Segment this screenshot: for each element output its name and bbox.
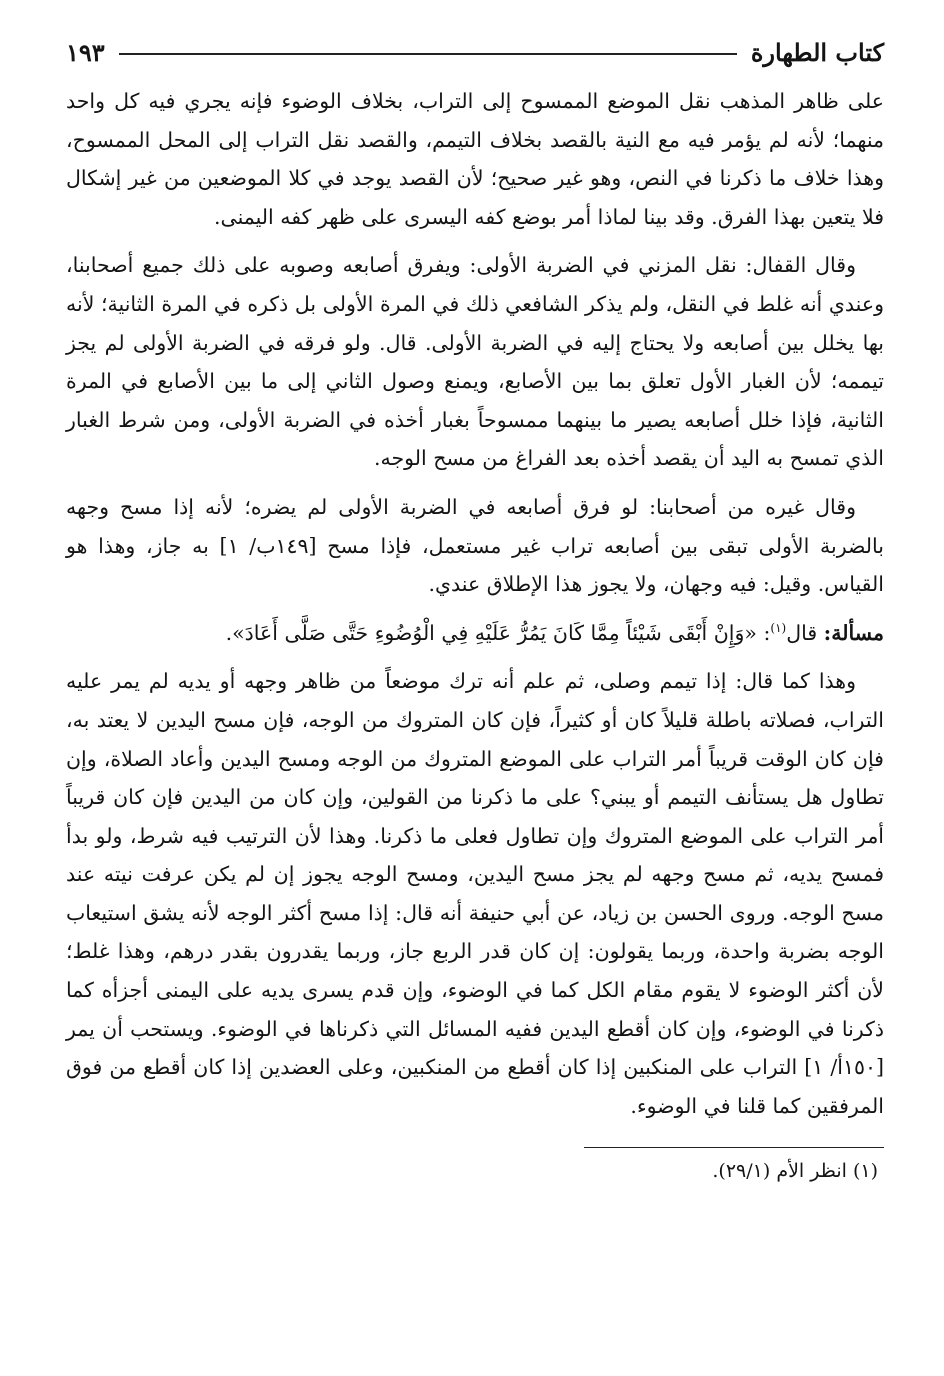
paragraph: على ظاهر المذهب نقل الموضع الممسوح إلى التراب، بخلاف الوضوء فإنه يجري فيه كل واحد منهما؛ لأنه لم يؤمر فيه مع النية بالقصد بخلاف التيمم، والقصد نقل التراب إلى المحل الممسوح، وهذا خلاف ما ذكرنا في النص، وهو غير صحيح؛ لأن القصد يوجد في كلا الموضعين من غير إشكال فلا يتعين بهذا الفرق. وقد بينا لماذا أمر بوضع كفه اليسرى على ظهر كفه اليمنى. (66, 89, 884, 229)
footnote-marker: (١) (770, 620, 787, 635)
footnote-number: (١) (852, 1160, 878, 1183)
paragraph: وقال القفال: نقل المزني في الضربة الأولى: ويفرق أصابعه وصوبه على ذلك جميع أصحابنا، وعندي أنه غلط في النقل، ولم يذكر الشافعي ذلك في المرة الأولى بل ذكره في المرة الثانية؛ لأنه بها يخلل بين أصابعه ولا يحتاج إليه في الضربة الأولى. قال. ولو فرقه في الضربة الأولى لم يجز تيممه؛ لأن الغبار الأول تعلق بما بين الأصابع، ويمنع وصول الثاني إلى ما بين الأصابع في المرة الثانية، فإذا خلل أصابعه يصير ما بينهما ممسوحاً بغبار أخذه في الضربة الأولى، ومن شرط الغبار الذي تمسح به اليد أن يقصد أخذه بعد الفراغ من مسح الوجه. (66, 253, 884, 471)
paragraph: وهذا كما قال: إذا تيمم وصلى، ثم علم أنه ترك موضعاً من ظاهر وجهه أو يديه لم يمر عليه التراب، فصلاته باطلة قليلاً كان أو كثيراً، فإن كان المتروك من الوجه، فإن مسح اليدين لا يعتد به، فإن كان الوقت قريباً أمر التراب على الموضع المتروك من الوجه ومسح اليدين وأعاد الصلاة، وإن تطاول هل يستأنف التيمم أو يبني؟ على ما ذكرنا من القولين، وإن كان من اليدين فإن كان قريباً أمر التراب على الموضع المتروك وإن تطاول فعلى ما ذكرنا. وهذا لأن الترتيب فيه شرط، ولو بدأ فمسح يديه، ثم مسح وجهه لم يجز مسح اليدين، ومسح الوجه يجوز إن لم يكن عرفت نيته عند مسح الوجه. وروى الحسن بن زياد، عن أبي حنيفة أنه قال: إذا مسح أكثر الوجه لأنه يشق استيعاب الوجه بضربة واحدة، وربما يقولون: إن كان قدر الربع جاز، وربما يقدرون بقدر درهم، وهذا غلط؛ لأن أكثر الوضوء لا يقوم مقام الكل كما في الوضوء، وإن قدم يسرى يديه على اليمنى أجزأه كما ذكرنا في الوضوء، وإن كان أقطع اليدين ففيه المسائل التي ذكرناها في الوضوء. ويستحب أن يمر [١٥٠أ/ ١] التراب على المنكبين إذا كان أقطع من المنكبين، وعلى العضدين إذا كان أقطع من فوق المرفقين كما قلنا في الوضوء. (66, 669, 884, 1118)
page-header (66, 34, 884, 70)
footnote-text: انظر الأم (٢٩/١). (712, 1160, 847, 1183)
masala-paragraph (66, 614, 884, 653)
book-page (66, 34, 884, 1186)
header-rule (119, 53, 737, 55)
footnote (66, 1156, 884, 1186)
masala-label: مسألة: (823, 620, 884, 645)
page-number: ١٩٣ (66, 37, 105, 67)
main-text (66, 82, 884, 1125)
paragraph: وقال غيره من أصحابنا: لو فرق أصابعه في الضربة الأولى لم يضره؛ لأنه إذا مسح وجهه بالضربة الأولى تبقى بين أصابعه تراب غير مستعمل، فإذا مسح [١٤٩ب/ ١] به جاز، وهذا هو القياس. وقيل: فيه وجهان، ولا يجوز هذا الإطلاق عندي. (66, 494, 884, 597)
masala-intro: قال (786, 620, 824, 645)
masala-quote: : «وَإِنْ أَبْقَى شَيْئاً مِمَّا كَانَ يَمُرُّ عَلَيْهِ فِي الْوُضُوءِ حَتَّى صَلَّى أَعَادَ». (225, 620, 771, 645)
footnote-rule (584, 1147, 884, 1148)
chapter-title: كتاب الطهارة (750, 37, 884, 67)
